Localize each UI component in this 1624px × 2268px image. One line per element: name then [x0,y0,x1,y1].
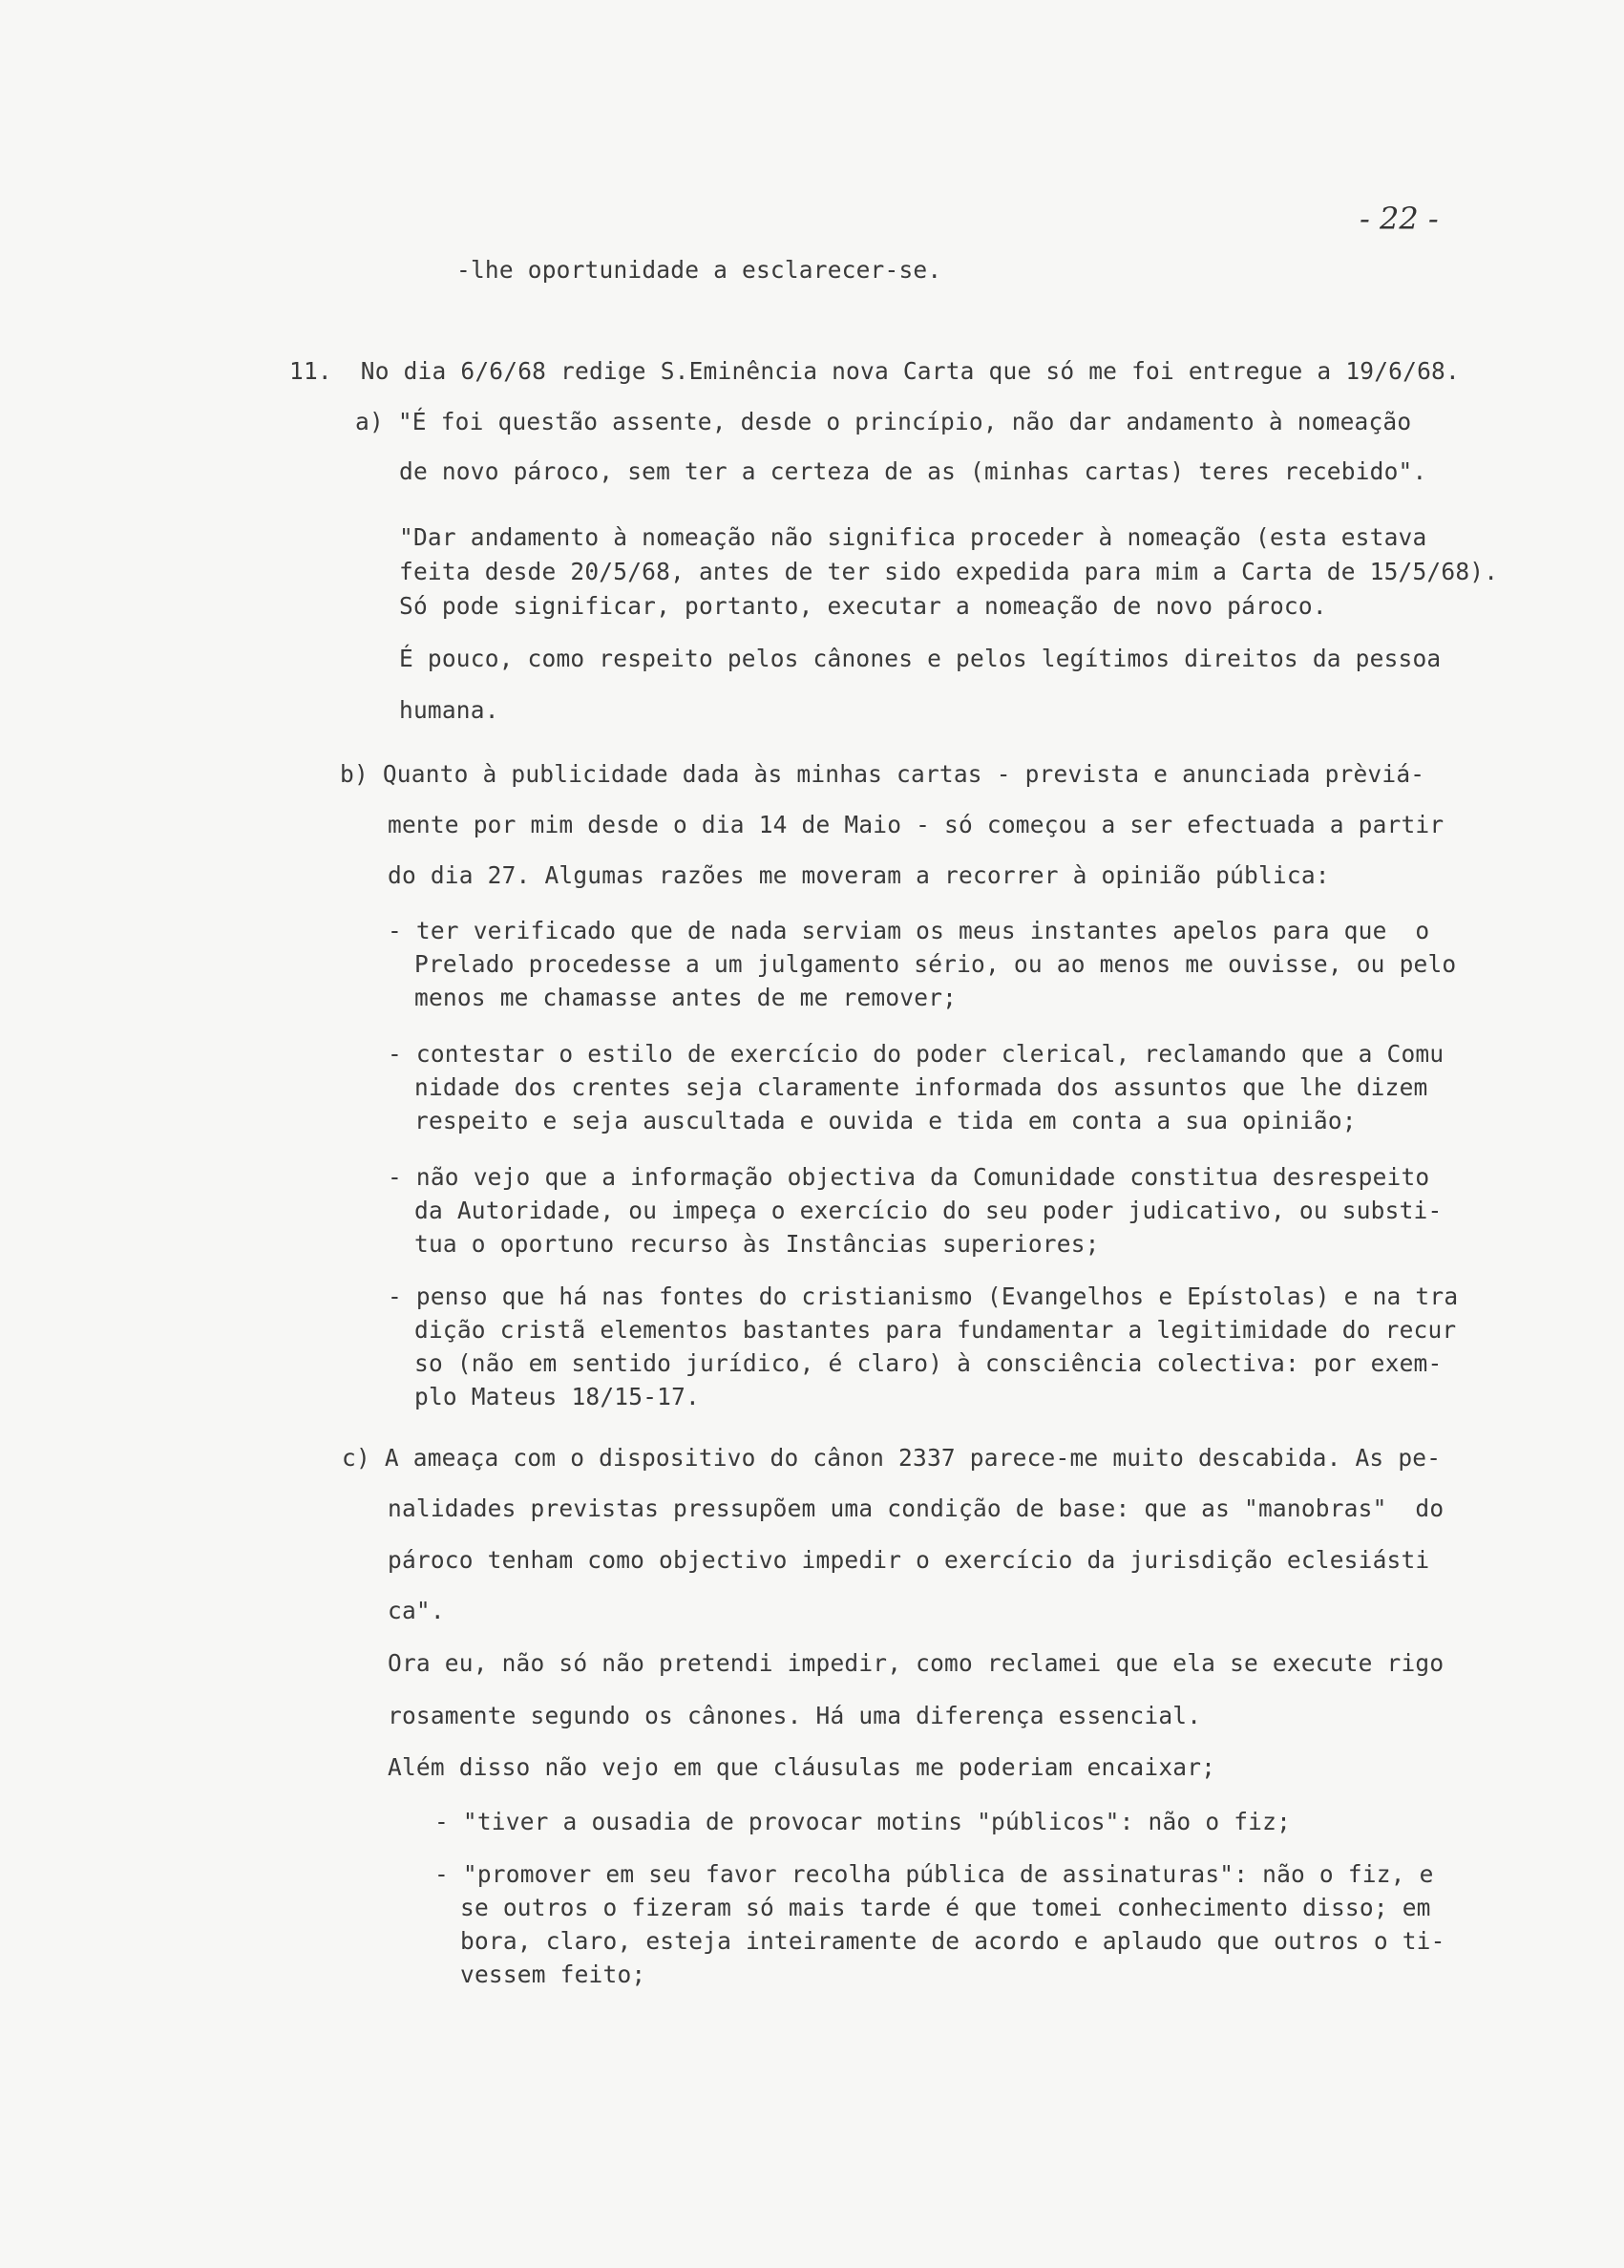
text-line: plo Mateus 18/15-17. [414,1383,701,1410]
text-line: respeito e seja auscultada e ouvida e tida em conta a sua opinião; [414,1107,1357,1134]
text-line: pároco tenham como objectivo impedir o exercício da jurisdição eclesiásti [388,1546,1430,1574]
text-line: tua o oportuno recurso às Instâncias superiores; [414,1230,1100,1258]
text-line: humana. [399,696,499,724]
text-line: ca". [388,1597,445,1624]
text-line: - "tiver a ousadia de provocar motins "públicos": não o fiz; [434,1808,1292,1835]
text-line: 11. No dia 6/6/68 redige S.Eminência nova Carta que só me foi entregue a 19/6/68. [289,357,1460,385]
text-line: "Dar andamento à nomeação não significa proceder à nomeação (esta estava [399,523,1427,551]
text-line: nidade dos crentes seja claramente informada dos assuntos que lhe dizem [414,1073,1428,1101]
text-line: b) Quanto à publicidade dada às minhas cartas - prevista e anunciada prèviá- [340,760,1425,788]
text-line: do dia 27. Algumas razões me moveram a recorrer à opinião pública: [388,861,1330,889]
text-line: nalidades previstas pressupõem uma condição de base: que as "manobras" do [388,1494,1445,1522]
text-line: feita desde 20/5/68, antes de ter sido expedida para mim a Carta de 15/5/68). [399,558,1499,585]
text-line: de novo pároco, sem ter a certeza de as (minhas cartas) teres recebido". [399,457,1427,485]
text-line: da Autoridade, ou impeça o exercício do seu poder judicativo, ou substi- [414,1197,1443,1224]
text-line: bora, claro, esteja inteiramente de acordo e aplaudo que outros o ti- [460,1927,1445,1955]
text-line: menos me chamasse antes de me remover; [414,984,958,1011]
text-line: - contestar o estilo de exercício do poder clerical, reclamando que a Comu [388,1040,1445,1068]
text-line: Ora eu, não só não pretendi impedir, como reclamei que ela se execute rigo [388,1649,1445,1677]
text-line: so (não em sentido jurídico, é claro) à consciência colectiva: por exem- [414,1349,1443,1377]
text-line: se outros o fizeram só mais tarde é que tomei conhecimento disso; em [460,1894,1431,1921]
text-line: c) A ameaça com o dispositivo do cânon 2337 parece-me muito descabida. As pe- [342,1444,1442,1472]
text-line: - não vejo que a informação objectiva da Comunidade constitua desrespeito [388,1163,1430,1191]
page-number: - 22 - [1360,201,1439,237]
text-line: - ter verificado que de nada serviam os meus instantes apelos para que o [388,917,1430,944]
text-line: -lhe oportunidade a esclarecer-se. [456,256,942,284]
text-line: vessem feito; [460,1961,646,1988]
text-line: a) "É foi questão assente, desde o princípio, não dar andamento à nomeação [355,408,1412,435]
text-line: É pouco, como respeito pelos cânones e pelos legítimos direitos da pessoa [399,645,1442,672]
text-line: rosamente segundo os cânones. Há uma diferença essencial. [388,1702,1202,1729]
text-line: Só pode significar, portanto, executar a nomeação de novo pároco. [399,592,1327,620]
text-line: dição cristã elementos bastantes para fundamentar a legitimidade do recur [414,1316,1457,1344]
text-line: mente por mim desde o dia 14 de Maio - só começou a ser efectuada a partir [388,811,1445,838]
text-line: Além disso não vejo em que cláusulas me poderiam encaixar; [388,1753,1216,1781]
text-line: - penso que há nas fontes do cristianismo (Evangelhos e Epístolas) e na tra [388,1282,1459,1310]
text-line: Prelado procedesse a um julgamento sério, ou ao menos me ouvisse, ou pelo [414,950,1457,978]
text-line: - "promover em seu favor recolha pública de assinaturas": não o fiz, e [434,1860,1434,1888]
